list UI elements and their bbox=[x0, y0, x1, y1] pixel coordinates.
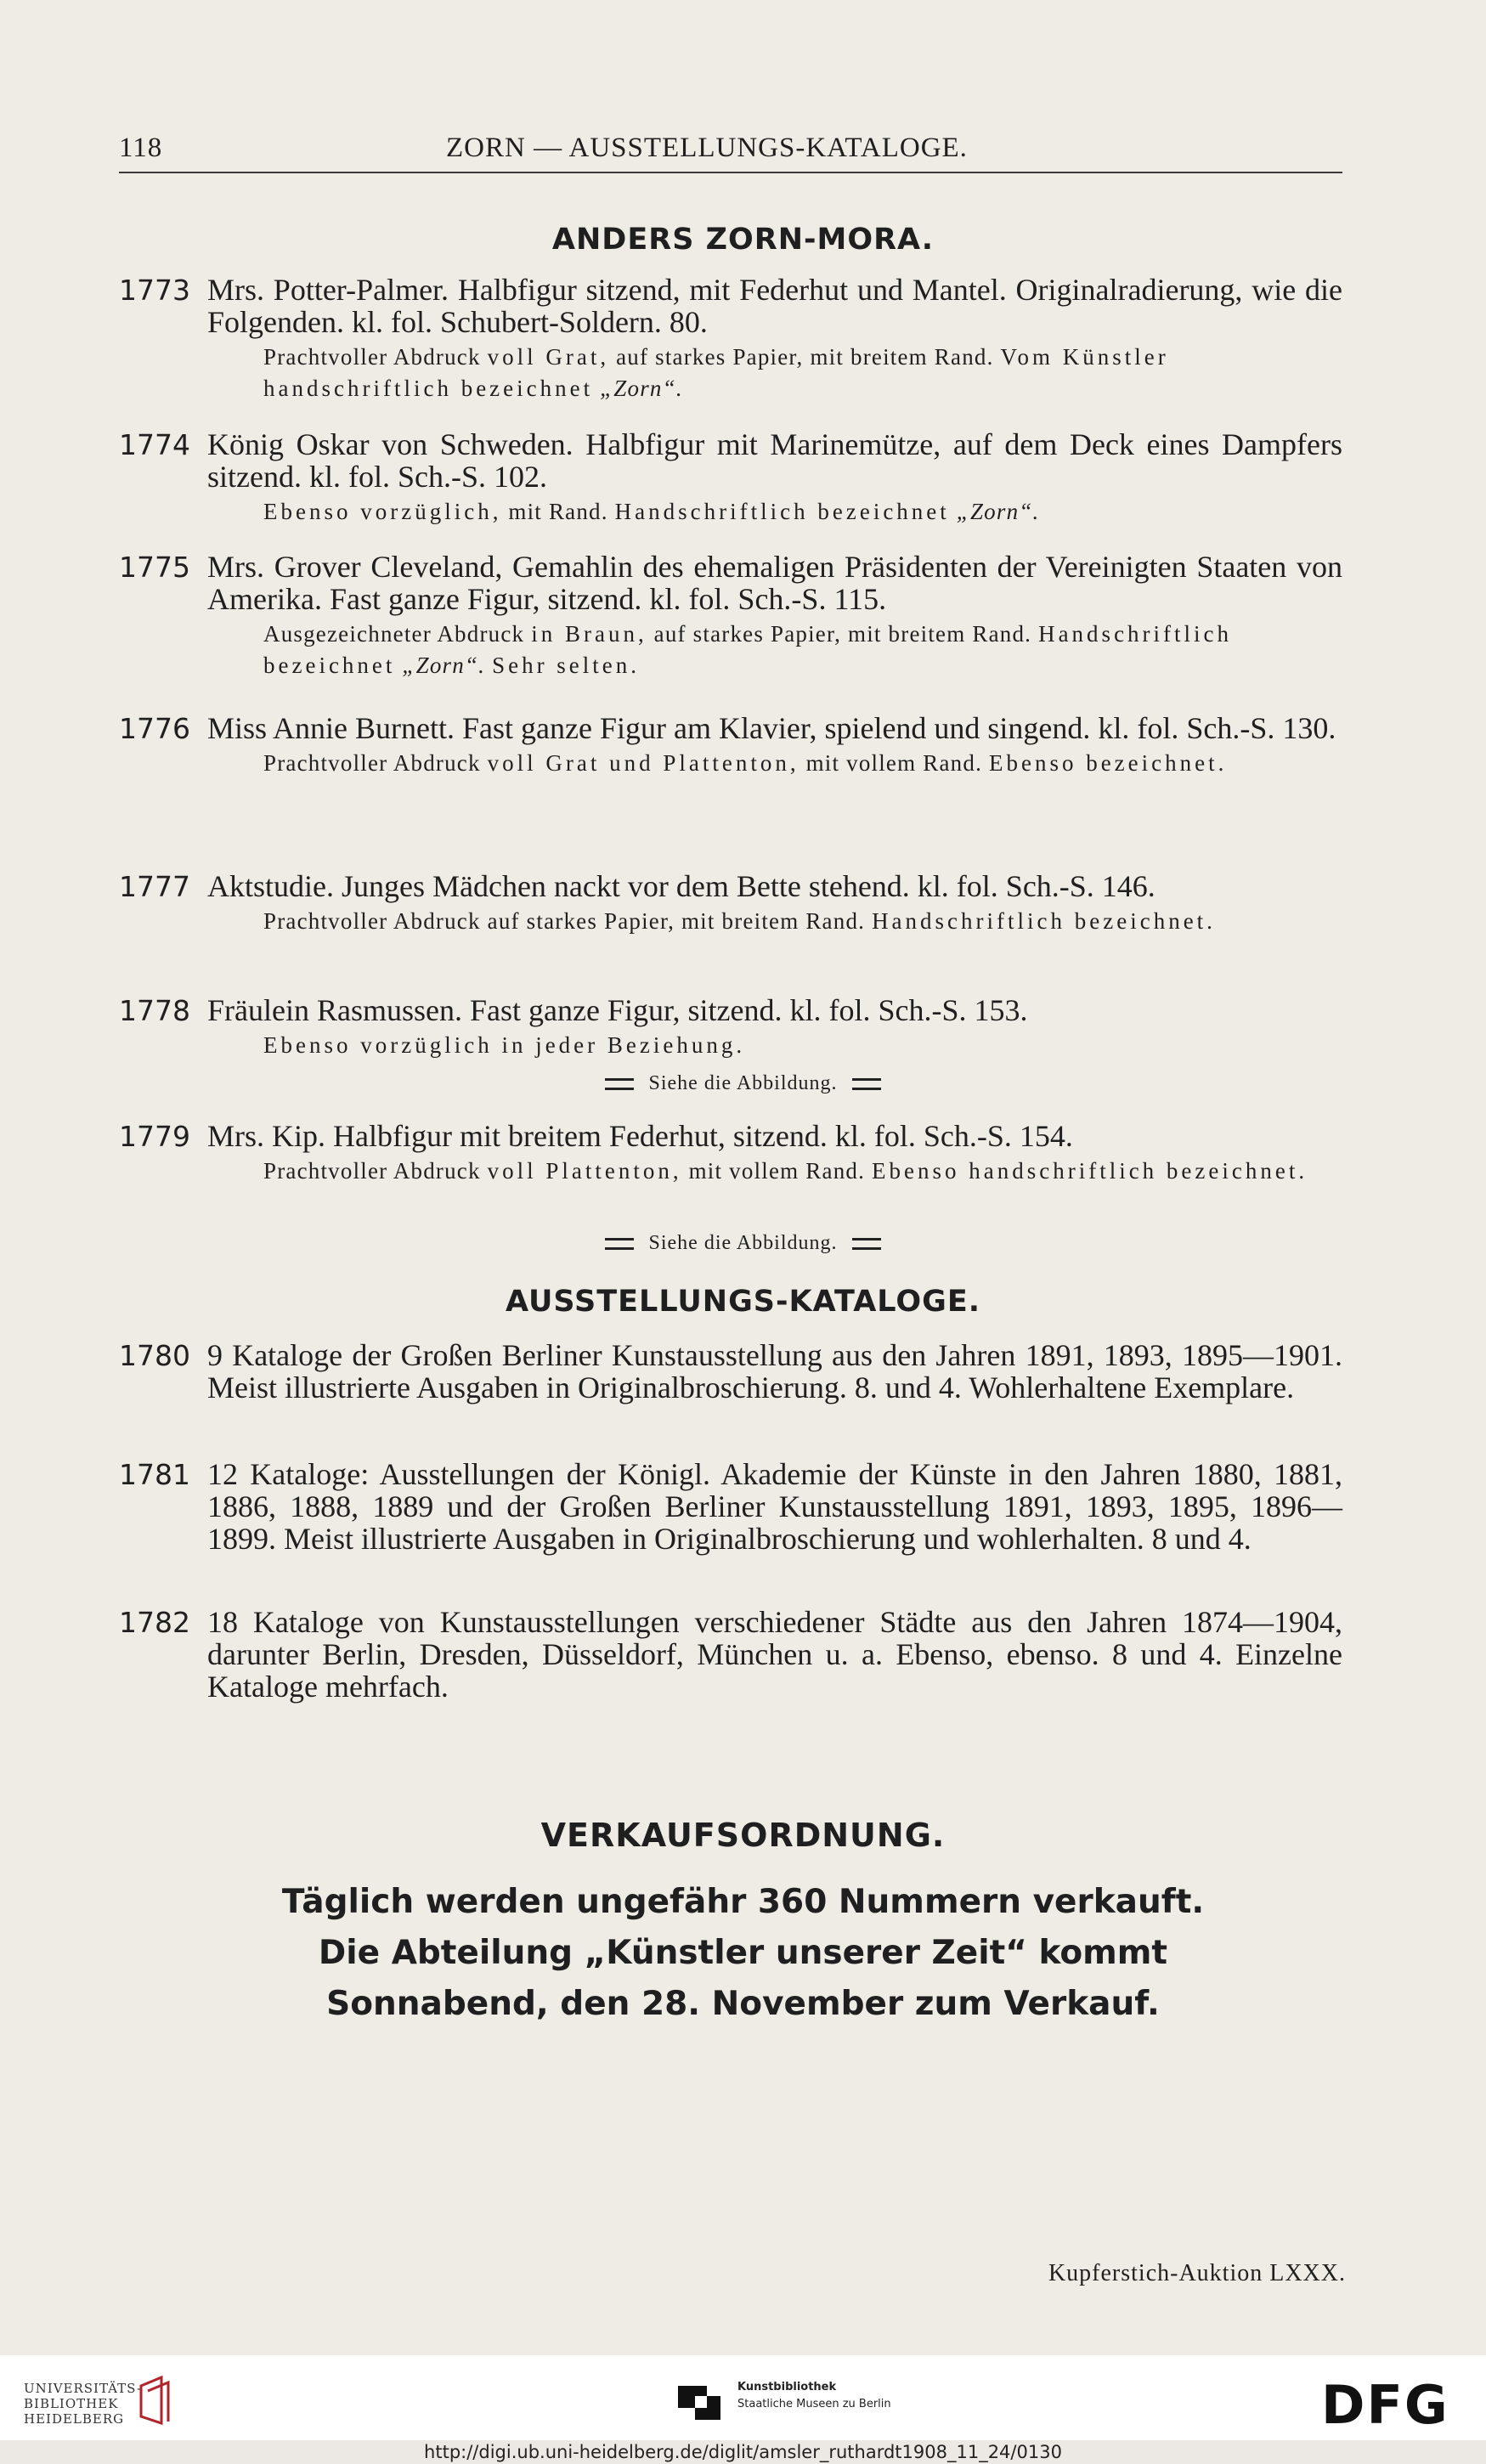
note-part: Prachtvoller Abdruck bbox=[263, 344, 481, 370]
signature-zorn: „Zorn“. bbox=[956, 499, 1040, 524]
note-part: in Braun, bbox=[531, 621, 647, 647]
entry-1773 bbox=[119, 274, 1342, 404]
double-rule-left bbox=[605, 1238, 634, 1250]
see-illustration-1 bbox=[0, 1072, 1486, 1095]
double-rule-right bbox=[852, 1238, 881, 1250]
entry-number: 1773 bbox=[119, 274, 190, 307]
dfg-logo[interactable]: DFG bbox=[1321, 2374, 1449, 2436]
kunstbibliothek-label bbox=[737, 2379, 891, 2413]
university-library-label bbox=[24, 2381, 142, 2427]
entry-text: 18 Kataloge von Kunstausstellungen verschiedener Städte aus den Jahren 1874—1904, darunter Berlin, Dresden, Düsseldorf, München u. a. Ebenso, ebenso. 8 und 4. Einzelne Kataloge mehrfach. bbox=[207, 1605, 1342, 1704]
section-title-sale: VERKAUFSORDNUNG. bbox=[540, 1817, 946, 1854]
entry-1782 bbox=[119, 1606, 1342, 1703]
kb-line: Staatliche Museen zu Berlin bbox=[737, 2398, 891, 2410]
note-part: auf starkes Papier, mit breitem Rand. bbox=[653, 621, 1032, 647]
sale-line-2: Die Abteilung „Künstler unserer Zeit“ kommt bbox=[318, 1934, 1168, 1972]
entry-1777 bbox=[119, 870, 1342, 937]
note-part: auf starkes Papier, mit breitem Rand. bbox=[616, 344, 994, 370]
entry-text: Aktstudie. Junges Mädchen nackt vor dem Bette stehend. kl. fol. Sch.-S. 146. bbox=[207, 869, 1155, 903]
entry-1775 bbox=[119, 551, 1342, 681]
sale-line-1: Täglich werden ungefähr 360 Nummern verkauft. bbox=[281, 1883, 1205, 1921]
note-part: Handschriftlich bezeichnet bbox=[263, 621, 1233, 678]
digitization-bar bbox=[0, 2355, 1486, 2440]
catalogue-signature: Kupferstich-Auktion LXXX. bbox=[1048, 2260, 1346, 2286]
signature-zorn: „Zorn“. bbox=[402, 653, 486, 678]
note-part: Ebenso vorzüglich in jeder Beziehung. bbox=[263, 1032, 746, 1058]
page-number: 118 bbox=[119, 133, 163, 163]
entry-note bbox=[263, 496, 1342, 528]
kb-line: Kunstbibliothek bbox=[737, 2381, 837, 2393]
entry-note bbox=[263, 1156, 1342, 1187]
entry-number: 1782 bbox=[119, 1606, 190, 1639]
note-part: Sehr selten. bbox=[492, 653, 641, 678]
note-part: Ebenso handschriftlich bezeichnet. bbox=[872, 1158, 1308, 1184]
note-part: Prachtvoller Abdruck bbox=[263, 1158, 481, 1184]
note-part: Vom Künstler handschriftlich bezeichnet bbox=[263, 344, 1169, 401]
signature-zorn: „Zorn“. bbox=[600, 376, 683, 401]
section-title-zorn: ANDERS ZORN-MORA. bbox=[551, 223, 935, 257]
entry-1780 bbox=[119, 1339, 1342, 1404]
entry-note bbox=[263, 342, 1342, 404]
university-logo-icon[interactable] bbox=[136, 2374, 177, 2427]
see-illustration-text: Siehe die Abbildung. bbox=[648, 1072, 838, 1094]
entry-number: 1774 bbox=[119, 428, 190, 461]
note-part: Ebenso vorzüglich, bbox=[263, 499, 502, 524]
entry-1781 bbox=[119, 1458, 1342, 1555]
section-title-catalogues: AUSSTELLUNGS-KATALOGE. bbox=[505, 1285, 981, 1319]
entry-number: 1779 bbox=[119, 1120, 190, 1153]
uni-line: UNIVERSITÄTS- bbox=[24, 2381, 143, 2396]
entry-number: 1778 bbox=[119, 994, 190, 1027]
uni-line: HEIDELBERG bbox=[24, 2411, 125, 2427]
note-part: Prachtvoller Abdruck auf starkes Papier, mit breitem Rand. bbox=[263, 908, 866, 934]
entry-note bbox=[263, 619, 1342, 681]
running-title: ZORN — AUSSTELLUNGS-KATALOGE. bbox=[446, 133, 968, 163]
entry-text: Fräulein Rasmussen. Fast ganze Figur, sitzend. kl. fol. Sch.-S. 153. bbox=[207, 993, 1028, 1027]
entry-text: 12 Kataloge: Ausstellungen der Königl. Akademie der Künste in den Jahren 1880, 1881, 1886, 1888, 1889 und der Großen Berliner Kunstausstellung 1891, 1893, 1895, 1896—1899. Meist illustrierte Ausgaben in Originalbroschierung und wohlerhalten. 8 und 4. bbox=[207, 1457, 1342, 1556]
entry-number: 1776 bbox=[119, 712, 190, 745]
entry-text: Miss Annie Burnett. Fast ganze Figur am Klavier, spielend und singend. kl. fol. Sch.-S. 130. bbox=[207, 711, 1336, 745]
entry-text: Mrs. Potter-Palmer. Halbfigur sitzend, mit Federhut und Mantel. Originalradierung, wie die Folgenden. kl. fol. Schubert-Soldern. 80. bbox=[207, 273, 1342, 339]
note-part: mit vollem Rand. bbox=[688, 1158, 866, 1184]
entry-number: 1777 bbox=[119, 870, 190, 903]
running-header bbox=[119, 127, 1342, 172]
entry-note bbox=[263, 906, 1342, 937]
entry-number: 1775 bbox=[119, 551, 190, 584]
double-rule-right bbox=[852, 1078, 881, 1090]
entry-1776 bbox=[119, 712, 1342, 779]
entry-number: 1781 bbox=[119, 1458, 190, 1491]
see-illustration-text: Siehe die Abbildung. bbox=[648, 1232, 838, 1254]
note-part: voll Grat, bbox=[487, 344, 610, 370]
note-part: voll Grat und Plattenton, bbox=[487, 750, 800, 776]
entry-1779 bbox=[119, 1120, 1342, 1187]
entry-text: 9 Kataloge der Großen Berliner Kunstausstellung aus den Jahren 1891, 1893, 1895—1901. Meist illustrierte Ausgaben in Originalbroschierung. 8. und 4. Wohlerhaltene Exemplare. bbox=[207, 1338, 1342, 1404]
entry-1774 bbox=[119, 428, 1342, 528]
double-rule-left bbox=[605, 1078, 634, 1090]
entry-number: 1780 bbox=[119, 1339, 190, 1372]
entry-1778 bbox=[119, 994, 1342, 1061]
note-part: voll Plattenton, bbox=[487, 1158, 682, 1184]
see-illustration-2 bbox=[0, 1232, 1486, 1255]
note-part: mit Rand. bbox=[508, 499, 608, 524]
note-part: Handschriftlich bezeichnet. bbox=[872, 908, 1216, 934]
entry-text: Mrs. Kip. Halbfigur mit breitem Federhut, sitzend. kl. fol. Sch.-S. 154. bbox=[207, 1119, 1073, 1153]
note-part: mit vollem Rand. bbox=[805, 750, 983, 776]
note-part: Handschriftlich bezeichnet bbox=[614, 499, 950, 524]
entry-text: Mrs. Grover Cleveland, Gemahlin des ehemaligen Präsidenten der Vereinigten Staaten von Amerika. Fast ganze Figur, sitzend. kl. fol. Sch.-S. 115. bbox=[207, 550, 1342, 616]
note-part: Ebenso bezeichnet. bbox=[988, 750, 1228, 776]
uni-line: BIBLIOTHEK bbox=[24, 2396, 119, 2411]
entry-text: König Oskar von Schweden. Halbfigur mit Marinemütze, auf dem Deck eines Dampfers sitzend. kl. fol. Sch.-S. 102. bbox=[207, 427, 1342, 494]
note-part: Ausgezeichneter Abdruck bbox=[263, 621, 525, 647]
note-part: Prachtvoller Abdruck bbox=[263, 750, 481, 776]
header-rule bbox=[119, 172, 1342, 173]
sale-line-3: Sonnabend, den 28. November zum Verkauf. bbox=[326, 1985, 1160, 2023]
entry-note bbox=[263, 1030, 1342, 1061]
kunstbibliothek-logo-icon[interactable] bbox=[678, 2381, 722, 2422]
source-url-link[interactable]: http://digi.ub.uni-heidelberg.de/diglit/amsler_ruthardt1908_11_24/0130 bbox=[424, 2442, 1062, 2462]
entry-note bbox=[263, 748, 1342, 779]
